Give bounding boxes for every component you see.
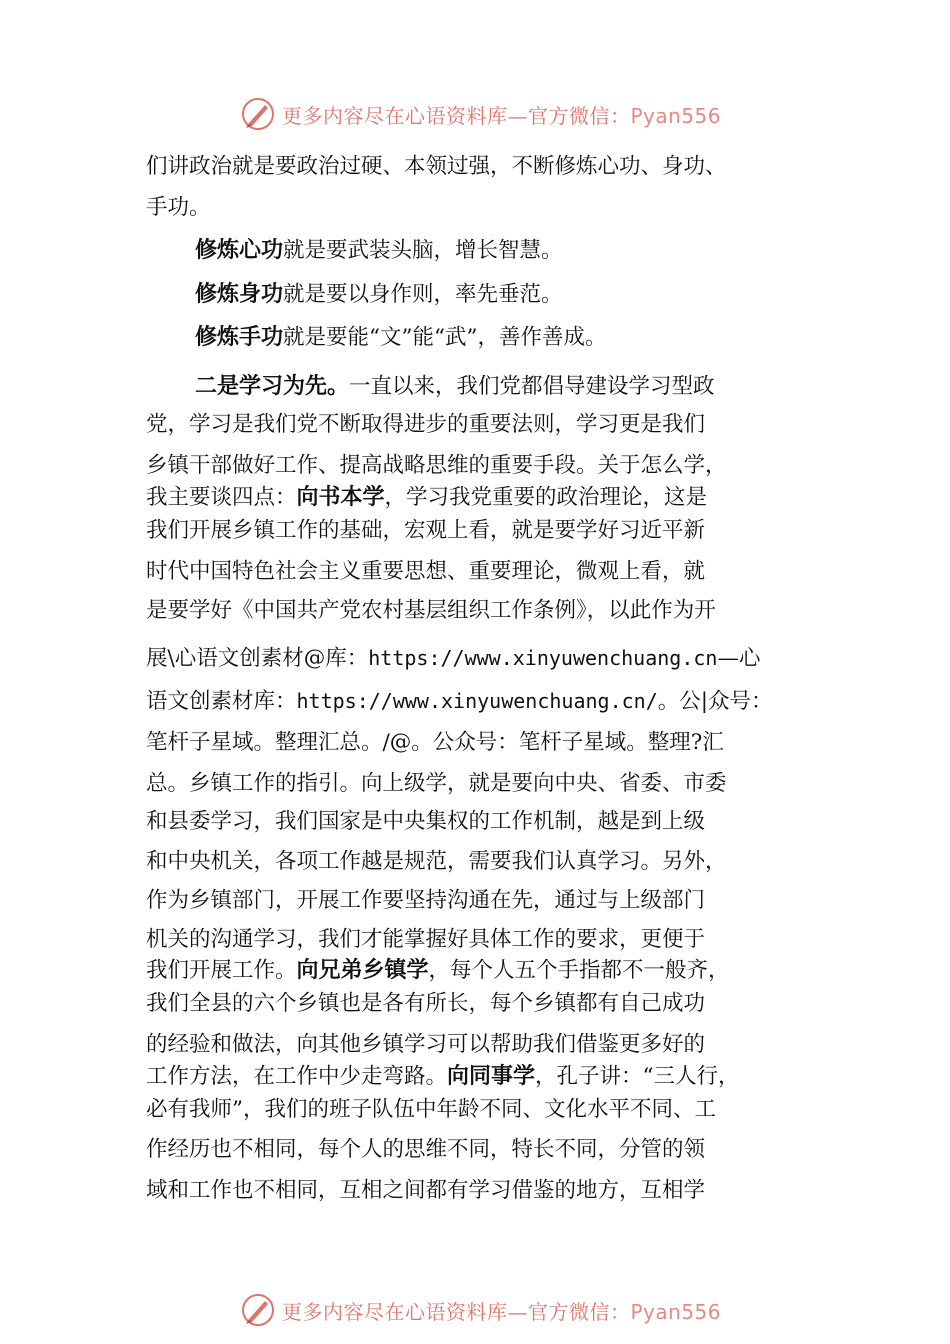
text-line: 们讲政治就是要政治过硬、本领过强，不断修炼心功、身功、	[146, 154, 727, 179]
text-line: 必有我师”，我们的班子队伍中年龄不同、文化水平不同、工	[146, 1097, 716, 1122]
text-line: 二是学习为先。一直以来，我们党都倡导建设学习型政	[195, 374, 715, 399]
text-line: 笔杆子星域。整理汇总。/@。公众号：笔杆子星域。整理?汇	[146, 730, 724, 755]
text-line: 修炼手功就是要能“文”能“武”，善作善成。	[195, 325, 607, 350]
header-banner	[240, 96, 721, 132]
text-line: 域和工作也不相同，互相之间都有学习借鉴的地方，互相学	[146, 1178, 706, 1203]
text-line: 我们全县的六个乡镇也是各有所长，每个乡镇都有自己成功	[146, 991, 706, 1016]
text-line: 的经验和做法，向其他乡镇学习可以帮助我们借鉴更多好的	[146, 1032, 706, 1057]
text-line: 展\心语文创素材@库：https://www.xinyuwenchuang.cn—心	[146, 646, 761, 671]
banner-text: 更多内容尽在心语资料库—官方微信：Pyan556	[282, 1299, 722, 1324]
text-line: 和县委学习，我们国家是中央集权的工作机制，越是到上级	[146, 809, 706, 834]
text-line: 时代中国特色社会主义重要思想、重要理论，微观上看，就	[146, 559, 706, 584]
pen-logo-icon	[240, 1292, 276, 1328]
text-line: 修炼身功就是要以身作则，率先垂范。	[195, 282, 563, 307]
text-line: 我们开展乡镇工作的基础，宏观上看，就是要学好习近平新	[146, 518, 706, 543]
footer-banner	[240, 1292, 721, 1328]
pen-logo-icon	[240, 96, 276, 132]
text-line: 我主要谈四点：向书本学，学习我党重要的政治理论，这是	[146, 485, 708, 510]
text-line: 语文创素材库：https://www.xinyuwenchuang.cn/。公|众号：	[146, 689, 773, 714]
text-line: 工作方法，在工作中少走弯路。向同事学，孔子讲：“三人行，	[146, 1064, 740, 1089]
text-line: 是要学好《中国共产党农村基层组织工作条例》，以此作为开	[146, 598, 716, 623]
text-line: 乡镇干部做好工作、提高战略思维的重要手段。关于怎么学，	[146, 453, 727, 478]
text-line: 修炼心功就是要武装头脑，增长智慧。	[195, 238, 563, 263]
text-line: 作为乡镇部门，开展工作要坚持沟通在先，通过与上级部门	[146, 888, 706, 913]
text-line: 总。乡镇工作的指引。向上级学，就是要向中央、省委、市委	[146, 771, 727, 796]
text-line: 手功。	[146, 195, 211, 220]
text-line: 作经历也不相同，每个人的思维不同，特长不同，分管的领	[146, 1137, 706, 1162]
text-line: 和中央机关，各项工作越是规范，需要我们认真学习。另外，	[146, 849, 727, 874]
text-line: 我们开展工作。向兄弟乡镇学，每个人五个手指都不一般齐，	[146, 958, 730, 983]
text-line: 党，学习是我们党不断取得进步的重要法则，学习更是我们	[146, 412, 706, 437]
banner-text: 更多内容尽在心语资料库—官方微信：Pyan556	[282, 103, 722, 128]
text-line: 机关的沟通学习，我们才能掌握好具体工作的要求，更便于	[146, 927, 706, 952]
